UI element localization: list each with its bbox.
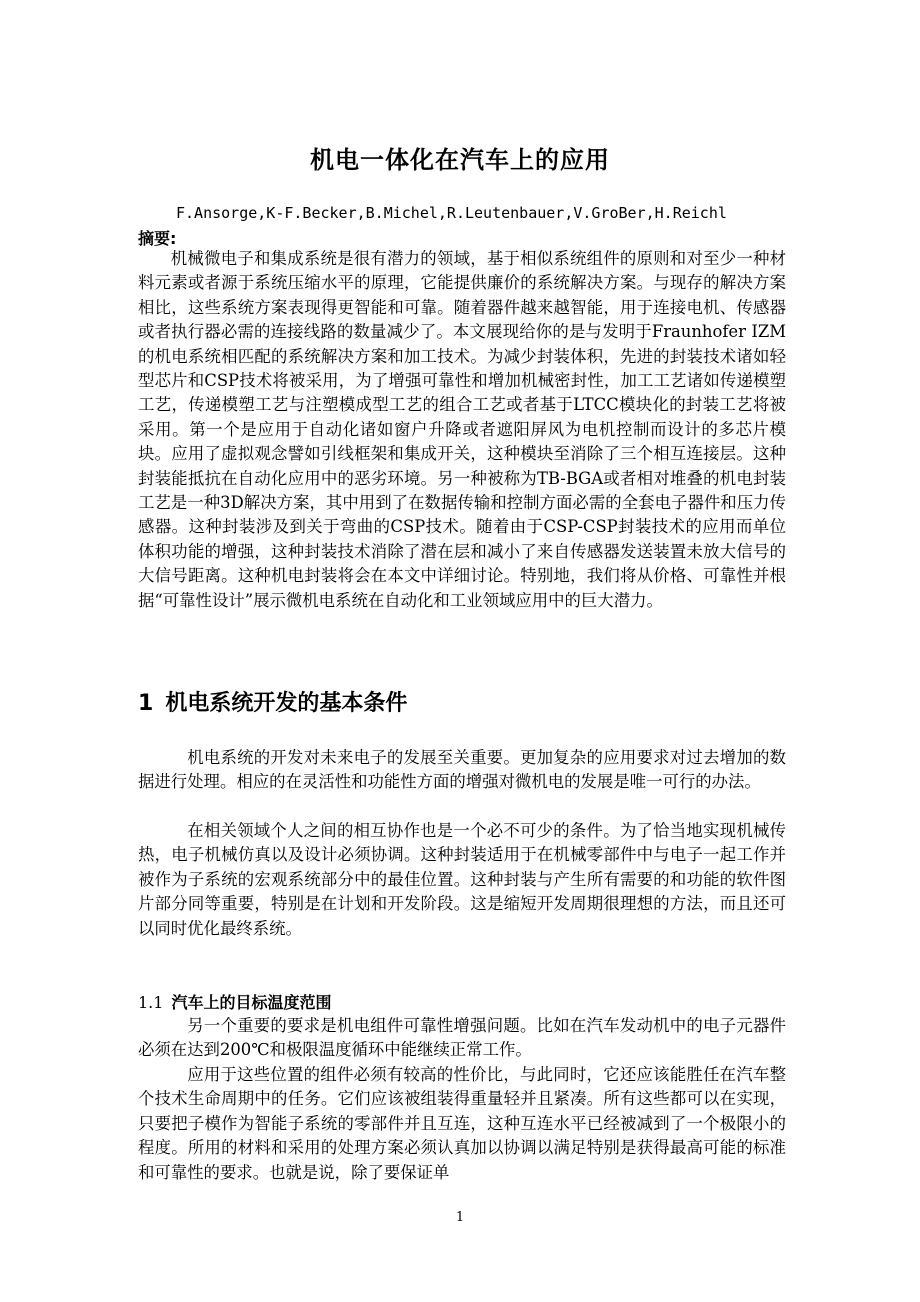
abstract-label: 摘要: <box>138 229 177 248</box>
paper-title: 机电一体化在汽车上的应用 <box>310 146 610 174</box>
abstract-text: 机械微电子和集成系统是很有潜力的领域，基于相似系统组件的原则和对至少一种材料元素或者源于系统压缩水平的原理，它能提供廉价的系统解决方案。与现存的解决方案相比，这些系统方案表现得更智能和可靠。随着器件越来越智能，用于连接电机、传感器或者执行器必需的连接线路的数量减少了。本文展现给你的是与发明于Fraunhofer IZM的机电系统相匹配的系统解决方案和加工技术。为减少封装体积，先进的封装技术诸如轻型芯片和CSP技术将被采用，为了增强可靠性和增加机械密封性，加工工艺诸如传递模塑工艺，传递模塑工艺与注塑模成型工艺的组合工艺或者基于LTCC模块化的封装工艺将被采用。第一个是应用于自动化诸如窗户升降或者遮阳屏风为电机控制而设计的多芯片模块。应用了虚拟观念譬如引线框架和集成开关，这种模块至消除了三个相互连接层。这种封装能抵抗在自动化应用中的恶劣环境。另一种被称为TB-BGA或者相对堆叠的机电封装工艺是一种3D解决方案，其中用到了在数据传输和控制方面必需的全套电子器件和压力传感器。这种封装涉及到关于弯曲的CSP技术。随着由于CSP-CSP封装技术的应用而单位体积功能的增强，这种封装技术消除了潜在层和减小了来自传感器发送装置未放大信号的大信号距离。这种机电封装将会在本文中详细讨论。特别地，我们将从价格、可靠性并根据“可靠性设计”展示微机电系统在自动化和工业领域应用中的巨大潜力。 <box>138 249 786 610</box>
section-paragraph: 机电系统的开发对未来电子的发展至关重要。更加复杂的应用要求对过去增加的数据进行处理。相应的在灵活性和功能性方面的增强对微机电的发展是唯一可行的办法。 <box>138 748 786 792</box>
subsection-heading <box>138 990 331 1013</box>
section-paragraph: 在相关领域个人之间的相互协作也是一个必不可少的条件。为了恰当地实现机械传热，电子机械仿真以及设计必须协调。这种封装适用于在机械零部件中与电子一起工作并被作为子系统的宏观系统部分中的最佳位置。这种封装与产生所有需要的和功能的软件图片部分同等重要，特别是在计划和开发阶段。这是缩短开发周期很理想的方法，而且还可以同时优化最终系统。 <box>138 821 786 938</box>
page-number: 1 <box>455 1210 465 1225</box>
subsection-paragraph: 应用于这些位置的组件必须有较高的性价比，与此同时，它还应该能胜任在汽车整个技术生命周期中的任务。它们应该被组装得重量轻并且紧凑。所有这些都可以在实现，只要把子模作为智能子系统的零部件并且互连，这种互连水平已经被减到了一个极限小的程度。所用的材料和采用的处理方案必须认真加以协调以满足特别是获得最高可能的标准和可靠性的要求。也就是说，除了要保证单 <box>138 1065 786 1182</box>
subsection-paragraph: 另一个重要的要求是机电组件可靠性增强问题。比如在汽车发动机中的电子元器件必须在达到200℃和极限温度循环中能继续正常工作。 <box>138 1016 786 1060</box>
subsection-number: 1.1 <box>138 993 164 1012</box>
section-number: 1 <box>138 691 154 716</box>
subsection-title: 汽车上的目标温度范围 <box>171 993 332 1012</box>
section-heading <box>138 686 407 717</box>
author-list: F.Ansorge,K-F.Becker,B.Michel,R.Leutenbauer,V.GroBer,H.Reichl <box>176 204 727 222</box>
section-title: 机电系统开发的基本条件 <box>165 691 408 716</box>
